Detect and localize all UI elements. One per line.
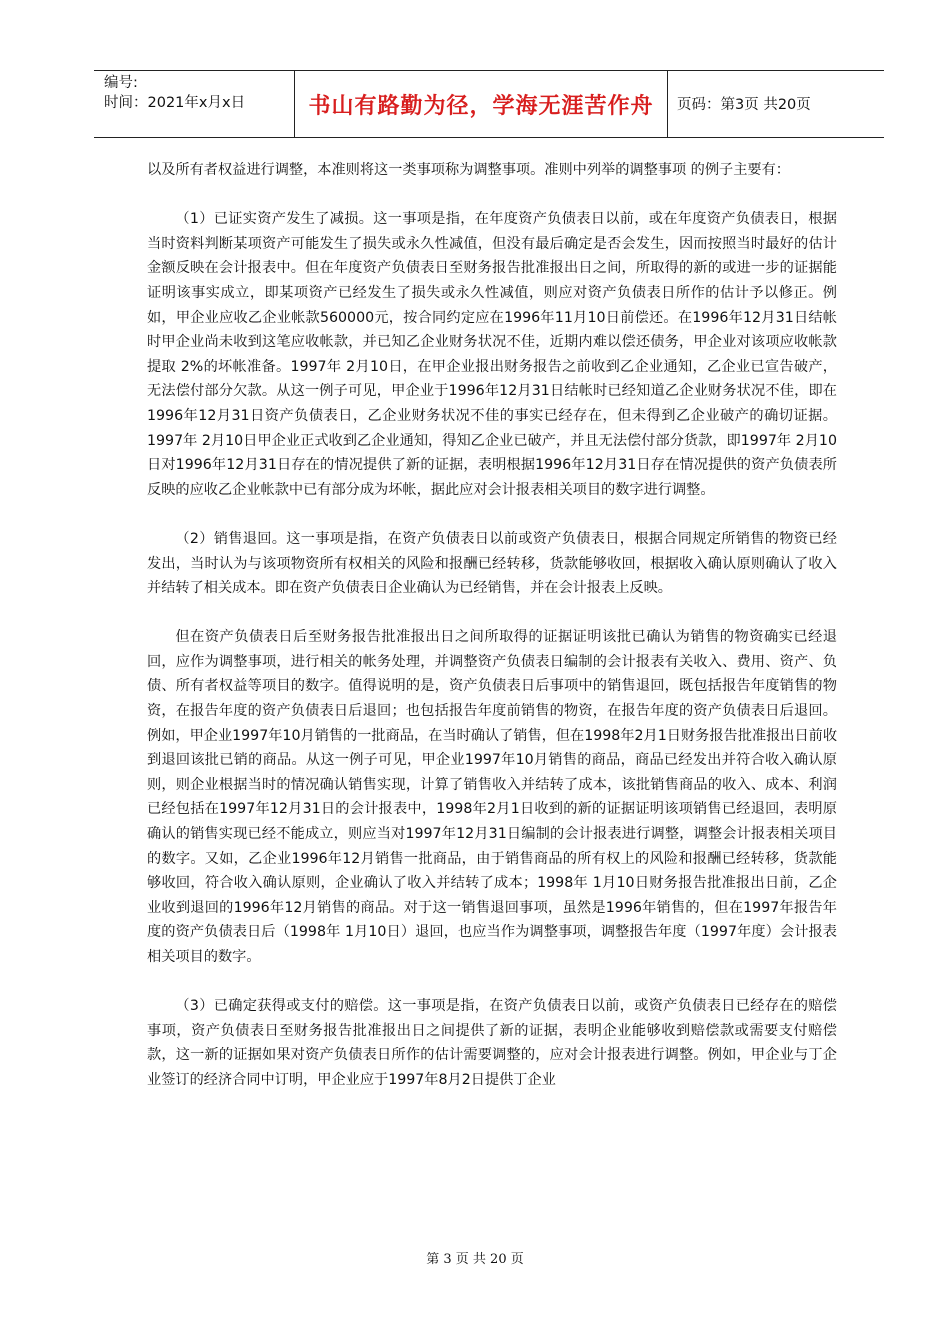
paragraph-intro: 以及所有者权益进行调整，本准则将这一类事项称为调整事项。准则中列举的调整事项 的例子主要有： bbox=[147, 162, 790, 178]
header-motto: 书山有路勤为径，学海无涯苦作舟 bbox=[308, 94, 654, 119]
paragraph-asset-impairment: （1）已证实资产发生了减损。这一事项是指，在年度资产负债表日以前，或在年度资产负债表日，根据当时资料判断某项资产可能发生了损失或永久性减值，但没有最后确定是否会发生，因而按照当时最好的估计金额反映在会计报表中。但在年度资产负债表日至财务报告批准报出日之间，所取得的新的或进一步的证据能证明该事实成立，即某项资产已经发生了损失或永久性减值，则应对资产负债表日所作的估计予以修正。例如，甲企业应收乙企业帐款560000元，按合同约定应在1996年11月10日前偿还。在1996年12月31日结帐时甲企业尚未收到这笔应收帐款，并已知乙企业财务状况不佳，近期内难以偿还债务，甲企业对该项应收帐款提取 2%的坏帐准备。1997年 2月10日，在甲企业报出财务报告之前收到乙企业通知，乙企业已宣告破产，无法偿付部分欠款。从这一例子可见，甲企业于1996年12月31日结帐时已经知道乙企业财务状况不佳，即在1996年12月31日资产负债表日，乙企业财务状况不佳的事实已经存在，但未得到乙企业破产的确切证据。1997年 2月10日甲企业正式收到乙企业通知，得知乙企业已破产，并且无法偿付部分货款，即1997年 2月10日对1996年12月31日存在的情况提供了新的证据，表明根据1996年12月31日存在情况提供的资产负债表所反映的应收乙企业帐款中已有部分成为坏帐，据此应对会计报表相关项目的数字进行调整。 bbox=[147, 211, 837, 498]
document-number-label: 编号: bbox=[104, 75, 138, 91]
paragraph-sales-return-detail: 但在资产负债表日后至财务报告批准报出日之间所取得的证据证明该批已确认为销售的物资确实已经退回，应作为调整事项，进行相关的帐务处理，并调整资产负债表日编制的会计报表有关收入、费用、资产、负债、所有者权益等项目的数字。值得说明的是，资产负债表日后事项中的销售退回，既包括报告年度销售的物资，在报告年度的资产负债表日后退回；也包括报告年度前销售的物资，在报告年度的资产负债表日后退回。例如，甲企业1997年10月销售的一批商品，在当时确认了销售，但在1998年2月1日财务报告批准报出日前收到退回该批已销的商品。从这一例子可见，甲企业1997年10月销售的商品，商品已经发出并符合收入确认原则，则企业根据当时的情况确认销售实现，计算了销售收入并结转了成本，该批销售商品的收入、成本、利润已经包括在1997年12月31日的会计报表中，1998年2月1日收到的新的证据证明该项销售已经退回，表明原确认的销售实现已经不能成立，则应当对1997年12月31日编制的会计报表进行调整，调整会计报表相关项目的数字。又如，乙企业1996年12月销售一批商品，由于销售商品的所有权上的风险和报酬已经转移，货款能够收回，符合收入确认原则，企业确认了收入并结转了成本；1998年 1月10日财务报告批准报出日前，乙企业收到退回的1996年12月销售的商品。对于这一销售退回事项，虽然是1996年销售的，但在1997年报告年度的资产负债表日后（1998年 1月10日）退回，也应当作为调整事项，调整报告年度（1997年度）会计报表相关项目的数字。 bbox=[147, 629, 838, 965]
header-page-info: 页码：第3页 共20页 bbox=[677, 97, 811, 113]
header-divider bbox=[667, 71, 668, 137]
document-body bbox=[147, 158, 837, 1093]
document-time-label: 时间：2021年x月x日 bbox=[104, 95, 246, 111]
page-footer: 第 3 页 共 20 页 bbox=[426, 1252, 524, 1267]
paragraph-compensation: （3）已确定获得或支付的赔偿。这一事项是指，在资产负债表日以前，或资产负债表日已经存在的赔偿事项，资产负债表日至财务报告批准报出日之间提供了新的证据，表明企业能够收到赔偿款或需要支付赔偿款，这一新的证据如果对资产负债表日所作的估计需要调整的，应对会计报表进行调整。例如，甲企业与丁企业签订的经济合同中订明，甲企业应于1997年8月2日提供丁企业 bbox=[147, 998, 837, 1088]
page-header bbox=[94, 70, 884, 138]
paragraph-sales-return: （2）销售退回。这一事项是指，在资产负债表日以前或资产负债表日，根据合同规定所销售的物资已经发出，当时认为与该项物资所有权相关的风险和报酬已经转移，货款能够收回，根据收入确认原则确认了收入并结转了相关成本。即在资产负债表日企业确认为已经销售，并在会计报表上反映。 bbox=[147, 530, 837, 597]
header-meta bbox=[104, 73, 245, 113]
